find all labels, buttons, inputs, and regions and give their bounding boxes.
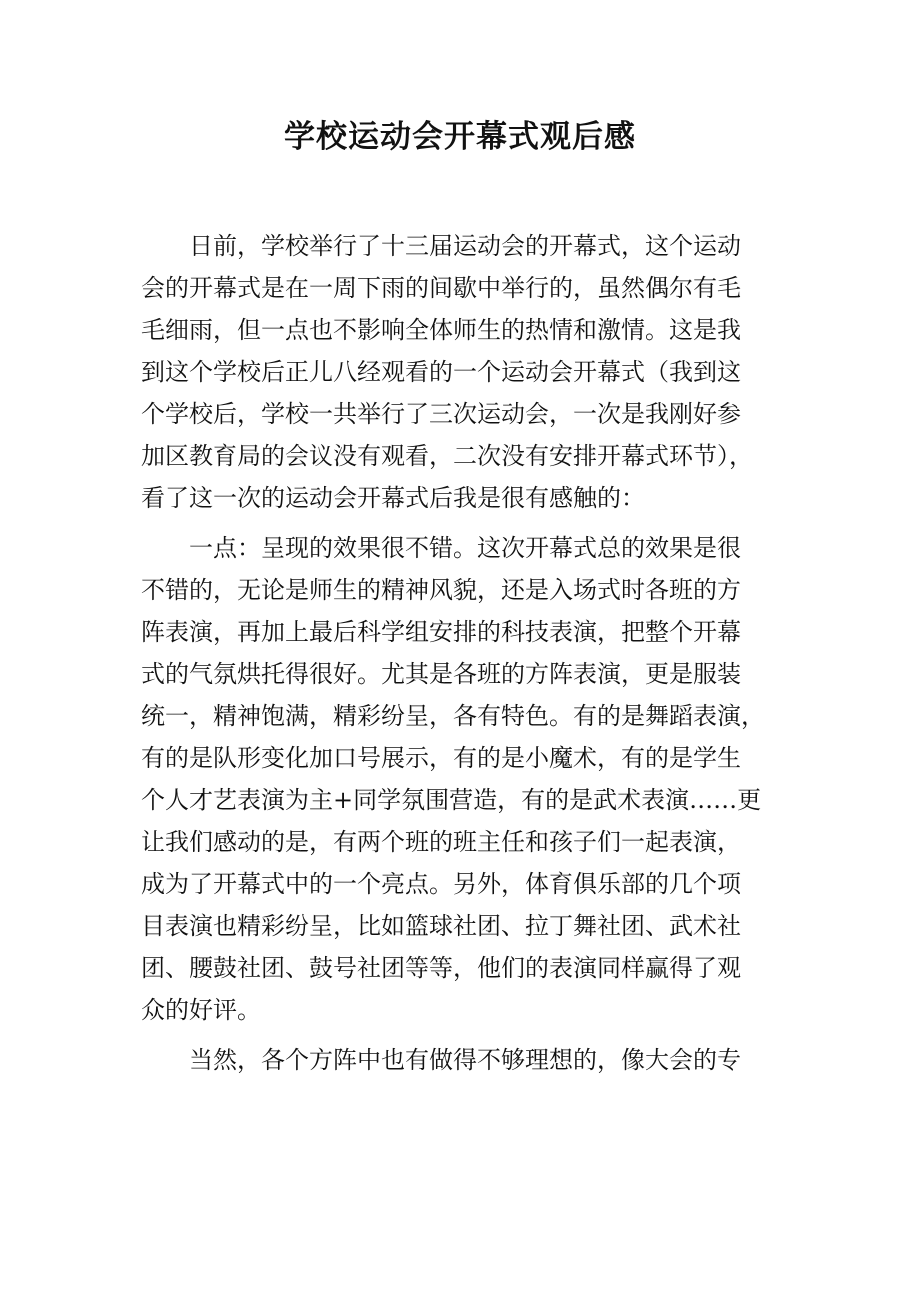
text-line: 当然，各个方阵中也有做得不够理想的，像大会的专 [189,1046,741,1074]
text-line: 众的好评。 [141,996,261,1024]
text-line: 成为了开幕式中的一个亮点。另外，体育俱乐部的几个项 [141,870,741,898]
text-line: 毛细雨，但一点也不影响全体师生的热情和激情。这是我 [141,316,741,344]
text-line: 日前，学校举行了十三届运动会的开幕式，这个运动 [189,232,741,260]
text-line: 统一，精神饱满，精彩纷呈，各有特色。有的是舞蹈表演， [141,702,765,730]
text-line: 会的开幕式是在一周下雨的间歇中举行的，虽然偶尔有毛 [141,274,741,302]
text-line: 让我们感动的是，有两个班的班主任和孩子们一起表演， [141,828,741,856]
text-line: 看了这一次的运动会开幕式后我是很有感触的： [141,484,645,512]
text-line: 到这个学校后正儿八经观看的一个运动会开幕式（我到这 [141,358,741,386]
text-line: 个人才艺表演为主+同学氛围营造，有的是武术表演……更 [141,786,762,814]
paragraph-1 [141,225,781,519]
paragraph-3 [141,1039,781,1081]
text-line: 一点：呈现的效果很不错。这次开幕式总的效果是很 [189,534,741,562]
paragraph-2 [141,527,781,1031]
document-body [141,225,781,1081]
text-line: 式的气氛烘托得很好。尤其是各班的方阵表演，更是服装 [141,660,741,688]
document-title: 学校运动会开幕式观后感 [284,119,636,155]
text-line: 个学校后，学校一共举行了三次运动会，一次是我刚好参 [141,400,741,428]
text-line: 不错的，无论是师生的精神风貌，还是入场式时各班的方 [141,576,741,604]
text-line: 加区教育局的会议没有观看，二次没有安排开幕式环节）， [141,442,753,470]
text-line: 团、腰鼓社团、鼓号社团等等，他们的表演同样赢得了观 [141,954,741,982]
text-line: 阵表演，再加上最后科学组安排的科技表演，把整个开幕 [141,618,741,646]
text-line: 目表演也精彩纷呈，比如篮球社团、拉丁舞社团、武术社 [141,912,741,940]
text-line: 有的是队形变化加口号展示，有的是小魔术，有的是学生 [141,744,741,772]
